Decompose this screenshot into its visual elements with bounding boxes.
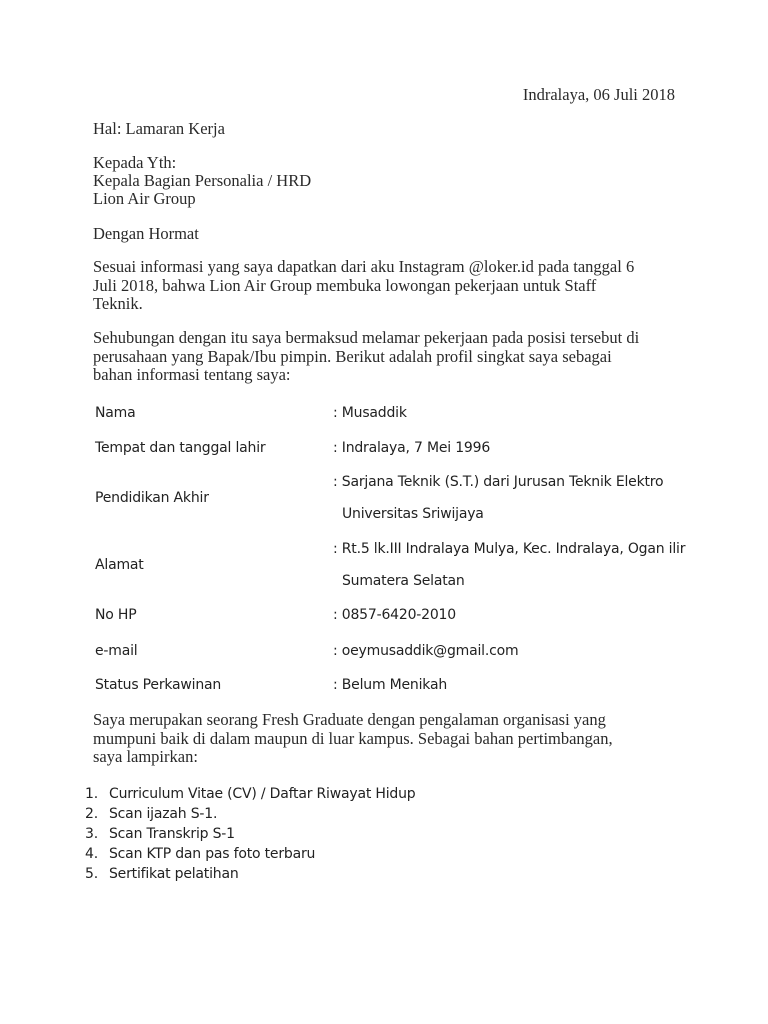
profile-label: Pendidikan Akhir [95,490,209,506]
profile-label: Nama [95,405,136,421]
recipient-greeting: Kepada Yth: [93,153,177,172]
paragraph-line: mumpuni baik di dalam maupun di luar kampus. Sebagai bahan pertimbangan, [93,728,613,748]
paragraph-line: Sehubungan dengan itu saya bermaksud melamar pekerjaan pada posisi tersebut di [93,328,640,347]
list-number: 4. [85,846,98,862]
list-number: 2. [85,806,98,822]
profile-label: Status Perkawinan [95,677,222,693]
list-number: 1. [85,786,98,802]
recipient-position: Kepala Bagian Personalia / HRD [93,171,312,190]
list-number: 5. [85,866,98,882]
paragraph-line: Sesuai informasi yang saya dapatkan dari aku Instagram @loker.id pada tanggal 6 [93,257,635,276]
profile-label: Tempat dan tanggal lahir [95,440,266,456]
list-text: Scan ijazah S-1. [109,806,218,822]
paragraph-line: perusahaan yang Bapak/Ibu pimpin. Berikut adalah profil singkat saya sebagai [93,346,612,366]
profile-value: : Indralaya, 7 Mei 1996 [333,440,491,456]
profile-value: : 0857-6420-2010 [333,607,456,623]
profile-value: : Belum Menikah [333,677,448,693]
paragraph-line: Saya merupakan seorang Fresh Graduate dengan pengalaman organisasi yang [93,710,606,729]
profile-value-continued: Universitas Sriwijaya [342,506,484,522]
paragraph-purpose [93,329,683,385]
profile-value: : oeymusaddik@gmail.com [333,643,519,659]
list-text: Scan Transkrip S-1 [109,826,235,842]
profile-value: : Sarjana Teknik (S.T.) dari Jurusan Teknik Elektro [333,474,664,490]
list-text: Sertifikat pelatihan [109,866,239,882]
salutation: Dengan Hormat [93,224,199,243]
paragraph-line: bahan informasi tentang saya: [93,365,291,384]
paragraph-intro [93,258,683,314]
profile-value: : Musaddik [333,405,407,421]
paragraph-line: Juli 2018, bahwa Lion Air Group membuka lowongan pekerjaan untuk Staff [93,275,597,295]
subject-line: Hal: Lamaran Kerja [93,119,225,138]
paragraph-line: Teknik. [93,294,143,313]
profile-value-continued: Sumatera Selatan [342,573,465,589]
paragraph-line: saya lampirkan: [93,747,198,766]
profile-label: e-mail [95,643,138,659]
profile-label: Alamat [95,557,144,573]
profile-value: : Rt.5 lk.III Indralaya Mulya, Kec. Indralaya, Ogan ilir [333,541,686,557]
recipient-company: Lion Air Group [93,189,196,208]
profile-label: No HP [95,607,137,623]
paragraph-closing [93,711,683,767]
list-number: 3. [85,826,98,842]
list-text: Scan KTP dan pas foto terbaru [109,846,316,862]
list-text: Curriculum Vitae (CV) / Daftar Riwayat Hidup [109,786,416,802]
place-date: Indralaya, 06 Juli 2018 [522,85,675,104]
